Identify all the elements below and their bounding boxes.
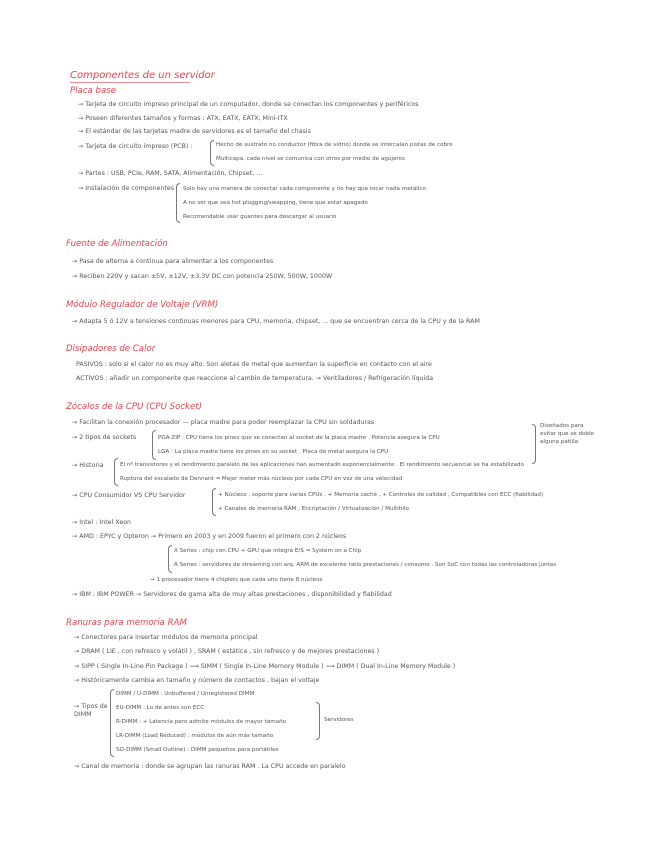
zocalos-line-1: → Facilitan la conexión procesador — placa madre para poder reemplazar la CPU sin soldaduras bbox=[72, 419, 375, 426]
dimm-type-5: SO-DIMM (Small Outline) : DIMM pequeños para portátiles bbox=[116, 747, 279, 753]
heading-disipadores: Disipadores de Calor bbox=[66, 344, 156, 354]
historia-bracket bbox=[114, 458, 118, 486]
heading-zocalos: Zócalos de la CPU (CPU Socket) bbox=[66, 402, 203, 412]
page-title: Componentes de un servidor bbox=[70, 70, 215, 81]
pcb-bracket bbox=[210, 140, 214, 166]
placa-line-1: → Tarjeta de circuito impreso principal de un computador, donde se conectan los componentes y periféricos bbox=[78, 101, 419, 108]
placa-line-6c: Recomendable usar guantes para descargar al usuario bbox=[183, 214, 337, 220]
dimm-type-2: EU-DIMM : Lo de antes con ECC bbox=[116, 705, 205, 711]
title-underline bbox=[70, 82, 190, 83]
zocalos-line-4a: + Núcleos , soporte para varias CPUs , + Memoria caché , + Controles de calidad , Compatibles con ECC (fiabilidad) bbox=[218, 492, 544, 498]
zocalos-line-3a: El nº transistores y el rendimiento paralelo de las aplicaciones han aumentado exponencialmente . El rendimiento secuencial se ha estabilizado bbox=[120, 462, 524, 468]
placa-line-4b: Multicapa, cada nivel se comunica con otros por medio de agujeros bbox=[216, 156, 405, 162]
zocalos-line-2a: PGA-ZIP : CPU tiene los pines que se conectan al socket de la placa madre . Potencia asegura la CPU bbox=[158, 435, 440, 441]
zocalos-line-6a: X Series : chip con CPU + GPU que integra E/S ⇒ System on a Chip bbox=[174, 548, 362, 554]
amd-bracket bbox=[168, 545, 172, 573]
dimm-type-3: R-DIMM : + Latencia pero admite módulos de mayor tamaño bbox=[116, 719, 287, 725]
placa-line-3: → El estándar de las tarjetas madre de servidores es el tamaño del chasis bbox=[78, 128, 311, 135]
placa-line-4a: Hecho de sustrato no conductor (fibra de vidrio) donde se intercalan pistas de cobre bbox=[216, 142, 453, 148]
zocalos-line-6: → AMD : EPYC y Opteron → Primero en 2003 y en 2009 fueron el primero con 2 núcleos bbox=[72, 533, 347, 540]
zocalos-line-4: → CPU Consumidor VS CPU Servidor bbox=[72, 492, 186, 499]
disipadores-line-1: PASIVOS : solo si el calor no es muy alto. Son aletas de metal que aumentan la superficie en contacto con el aire bbox=[76, 361, 432, 368]
zocalos-line-2b: LGA : La placa madre tiene los pines en su socket . Placa de metal asegura la CPU bbox=[158, 449, 389, 455]
servidores-bracket bbox=[316, 702, 320, 740]
zocalos-line-6b: A Series : servidores de streaming con arq. ARM de excelente ratio prestaciones / consumo . Son SoC con todas las controladoras juntas bbox=[174, 562, 557, 568]
install-bracket bbox=[176, 183, 180, 223]
heading-placa-base: Placa base bbox=[70, 86, 117, 96]
placa-line-4: → Tarjeta de circuito impreso (PCB) : bbox=[78, 143, 193, 150]
heading-ranuras: Ranuras para memoria RAM bbox=[66, 618, 187, 628]
zocalos-line-7: → IBM : IBM POWER → Servidores de gama alta de muy altas prestaciones , disponibilidad y fiabilidad bbox=[72, 591, 392, 598]
ranuras-line-5: → Tipos de DIMM bbox=[74, 703, 108, 718]
zocalos-line-3b: Ruptura del escalado de Dennard ⇒ Mejor meter más núcleos por cada CPU en vez de una velocidad bbox=[120, 476, 403, 482]
dimm-type-1: DIMM / U-DIMM : Unbuffered / Unregistered DIMM bbox=[116, 691, 255, 697]
zocalos-line-2: → 2 tipos de sockets bbox=[72, 434, 137, 441]
ranuras-line-1: → Conectores para insertar módulos de memoria principal bbox=[74, 634, 258, 641]
servidores-label: Servidores bbox=[324, 717, 354, 723]
sockets-bracket bbox=[152, 430, 156, 460]
zocalos-note: Diseñados para evitar que se doble alguna patilla bbox=[540, 423, 594, 445]
heading-vrm: Módulo Regulador de Voltaje (VRM) bbox=[66, 300, 219, 310]
dimm-bracket bbox=[110, 689, 114, 757]
zocalos-line-5: → Intel : Intel Xeon bbox=[72, 519, 132, 526]
dimm-type-4: LR-DIMM (Load Reduced) : módulos de aún más tamaño bbox=[116, 733, 274, 739]
ranuras-line-3: → SIPP ( Single In-Line Pin Package ) ⟿ SIMM ( Single In-Line Memory Module ) ⟿ DIMM ( Dual In-Line Memory Module ) bbox=[74, 663, 456, 670]
placa-line-6: → Instalación de componentes bbox=[78, 185, 175, 192]
disipadores-line-2: ACTIVOS : añadir un componente que reaccione al cambio de temperatura. → Ventiladores / Refrigeración líquida bbox=[76, 375, 434, 382]
zocalos-line-6c: → 1 procesador tiene 4 chiplets que cada uno tiene 8 núcleos bbox=[150, 577, 323, 583]
placa-line-6b: A no ser que sea hot plugging/swapping, tiene que estar apagado bbox=[183, 200, 368, 206]
ranuras-line-6: → Canal de memoria : donde se agrupan las ranuras RAM . La CPU accede en paralelo bbox=[74, 763, 346, 770]
ranuras-line-4: → Históricamente cambia en tamaño y número de contactos , bajan el voltaje bbox=[74, 677, 320, 684]
zocalos-line-3: → Historia bbox=[72, 462, 104, 469]
fuente-line-1: → Pasa de alterna a continua para alimentar a los componentes bbox=[72, 258, 274, 265]
ranuras-line-2: → DRAM ( LIE , con refresco y volátil ) , SRAM ( estática , sin refresco y de mejores prestaciones ) bbox=[74, 648, 380, 655]
placa-line-2: → Poseen diferentes tamaños y formas : ATX, EATX, EATX, Mini-ITX bbox=[78, 115, 288, 122]
heading-fuente: Fuente de Alimentación bbox=[66, 239, 168, 249]
sockets-note-bracket bbox=[532, 424, 536, 464]
vrm-line-1: → Adapta 5 ó 12V a tensiones continuas menores para CPU, memoria, chipset, ... que se encuentran cerca de la CPU y de la RAM bbox=[72, 318, 480, 325]
zocalos-line-4b: + Canales de memoria RAM , Encriptación / Virtualización / Multihilo bbox=[218, 506, 409, 512]
placa-line-6a: Solo hay una manera de conectar cada componente y no hay que tocar nada metálico bbox=[183, 186, 426, 192]
cpu-vs-bracket bbox=[212, 488, 216, 516]
fuente-line-2: → Reciben 220V y sacan ±5V, ±12V, ±3.3V DC con potencia 250W, 500W, 1000W bbox=[72, 273, 333, 280]
placa-line-5: → Partes : USB, PCIe, RAM, SATA, Alimentación, Chipset, ... bbox=[78, 170, 263, 177]
